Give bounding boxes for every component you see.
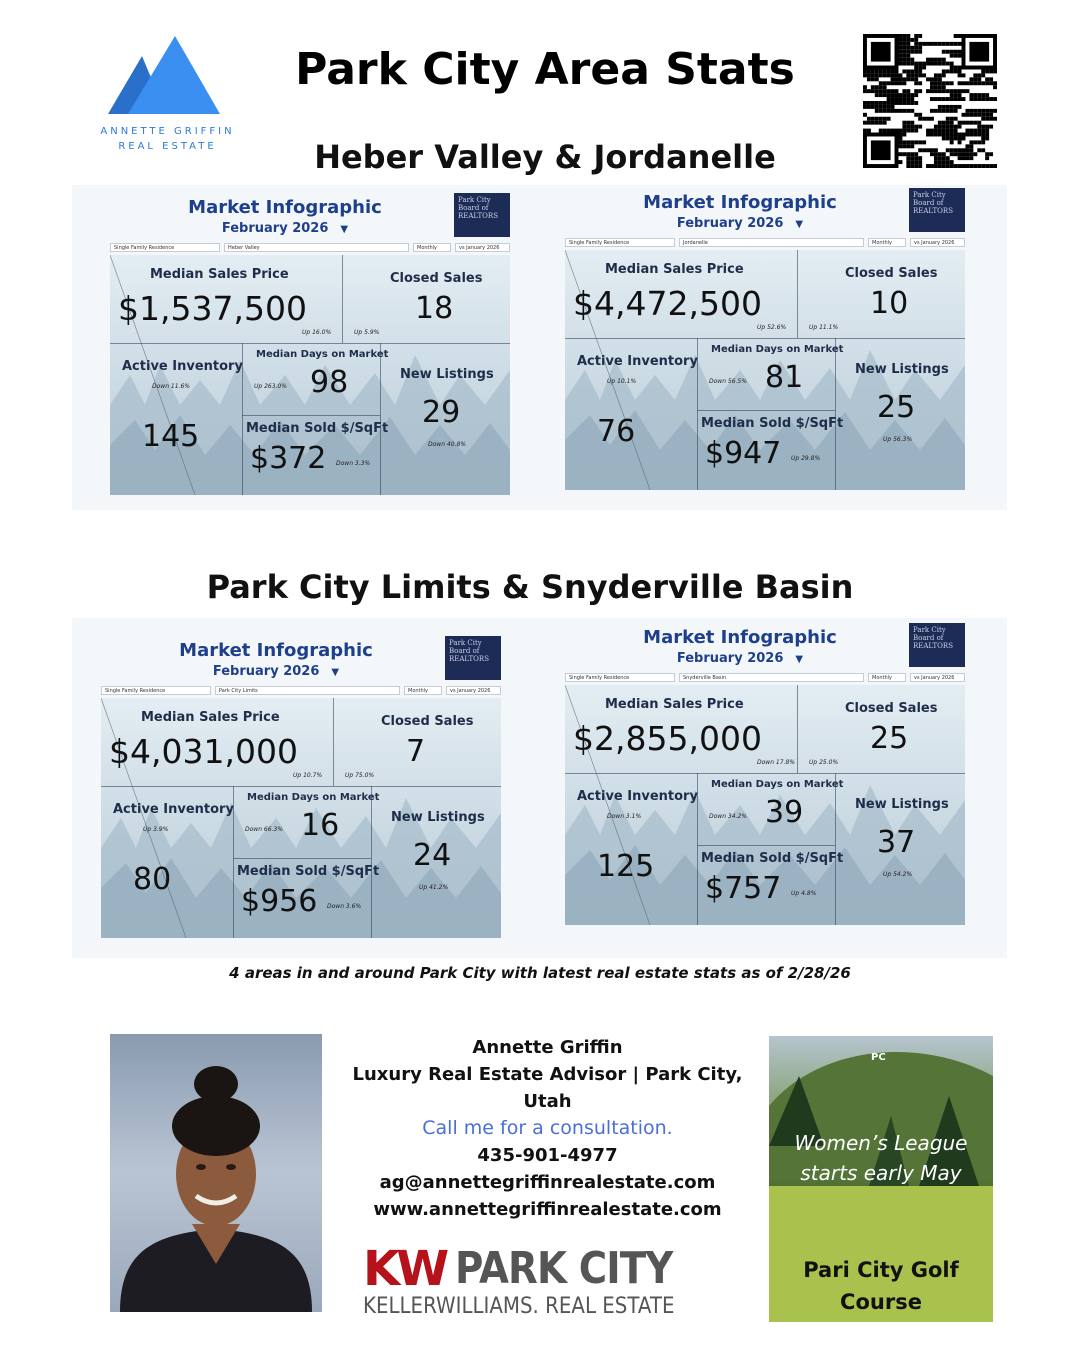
median-days-label: Median Days on Market bbox=[711, 344, 844, 355]
new-listings-value: 24 bbox=[413, 838, 452, 873]
new-listings-change: Up 41.2% bbox=[419, 884, 449, 891]
divider bbox=[380, 343, 381, 495]
month-selector[interactable] bbox=[110, 221, 460, 236]
median-sqft-label: Median Sold $/SqFt bbox=[246, 421, 389, 436]
divider bbox=[835, 338, 836, 490]
period-filter[interactable]: Monthly bbox=[404, 686, 442, 695]
median-sales-price-value: $4,472,500 bbox=[573, 284, 762, 323]
area-filter[interactable]: Heber Valley bbox=[224, 243, 409, 252]
agent-name: Annette Griffin bbox=[472, 1037, 623, 1058]
median-sqft-value: $947 bbox=[705, 436, 782, 471]
brand-name bbox=[90, 124, 245, 154]
section-title-park-city-snyderville: Park City Limits & Snyderville Basin bbox=[206, 568, 854, 606]
compare-filter[interactable]: vs January 2026 bbox=[910, 673, 965, 682]
divider bbox=[697, 845, 835, 846]
qr-code[interactable] bbox=[862, 34, 998, 168]
month-label: February 2026 bbox=[212, 664, 320, 679]
infographic-title: Market Infographic bbox=[643, 192, 837, 213]
area-filter[interactable]: Snyderville Basin bbox=[679, 673, 864, 682]
brand-line-2: REAL ESTATE bbox=[118, 141, 217, 152]
infographic-title: Market Infographic bbox=[643, 627, 837, 648]
infographic-body bbox=[101, 698, 501, 938]
median-sales-price-value: $4,031,000 bbox=[109, 732, 298, 771]
dropdown-arrow-icon: ▼ bbox=[795, 219, 804, 230]
divider bbox=[333, 698, 334, 786]
brand-line-1: ANNETTE GRIFFIN bbox=[100, 126, 235, 137]
median-days-value: 16 bbox=[301, 808, 340, 843]
new-listings-value: 37 bbox=[877, 825, 916, 860]
market-infographic-card bbox=[101, 628, 501, 919]
active-inventory-change: Down 3.1% bbox=[607, 813, 642, 820]
filter-bar bbox=[101, 686, 501, 696]
compare-filter[interactable]: vs January 2026 bbox=[446, 686, 501, 695]
closed-sales-change: Up 5.9% bbox=[354, 329, 380, 336]
website-link[interactable]: www.annettegriffinrealestate.com bbox=[373, 1199, 722, 1220]
golf-tagline-line-1: Women’s League bbox=[794, 1131, 968, 1155]
infographic-body bbox=[110, 255, 510, 495]
new-listings-change: Up 54.2% bbox=[883, 871, 913, 878]
golf-course-image bbox=[769, 1036, 993, 1322]
new-listings-change: Down 40.8% bbox=[428, 441, 466, 448]
median-sales-price-value: $2,855,000 bbox=[573, 719, 762, 758]
compare-filter[interactable]: vs January 2026 bbox=[910, 238, 965, 247]
median-days-label: Median Days on Market bbox=[256, 349, 389, 360]
median-sqft-label: Median Sold $/SqFt bbox=[701, 851, 844, 866]
phone-number[interactable]: 435-901-4977 bbox=[477, 1145, 618, 1166]
period-filter[interactable]: Monthly bbox=[868, 673, 906, 682]
hill-letters: PC bbox=[871, 1052, 886, 1063]
median-sales-price-change: Up 16.0% bbox=[302, 329, 332, 336]
market-infographic-card bbox=[565, 180, 965, 471]
infographic-header bbox=[565, 615, 965, 675]
period-filter[interactable]: Monthly bbox=[413, 243, 451, 252]
board-logo: Park City Board of REALTORS bbox=[445, 636, 501, 680]
month-selector[interactable] bbox=[101, 664, 451, 679]
area-filter[interactable]: Park City Limits bbox=[215, 686, 400, 695]
active-inventory-value: 145 bbox=[142, 419, 200, 454]
median-days-change: Down 56.5% bbox=[709, 378, 747, 385]
active-inventory-label: Active Inventory bbox=[113, 802, 234, 817]
infographic-title: Market Infographic bbox=[188, 197, 382, 218]
agent-photo bbox=[110, 1034, 322, 1312]
closed-sales-label: Closed Sales bbox=[845, 266, 938, 281]
median-sales-price-label: Median Sales Price bbox=[141, 710, 280, 725]
month-label: February 2026 bbox=[676, 651, 784, 666]
median-days-label: Median Days on Market bbox=[711, 779, 844, 790]
median-sqft-change: Down 3.3% bbox=[336, 460, 371, 467]
new-listings-change: Up 56.3% bbox=[883, 436, 913, 443]
golf-tagline-line-2: starts early May bbox=[800, 1161, 962, 1185]
kw-park-city: PARK CITY bbox=[455, 1243, 673, 1294]
divider bbox=[797, 685, 798, 773]
median-days-value: 81 bbox=[765, 360, 804, 395]
divider bbox=[233, 858, 371, 859]
new-listings-label: New Listings bbox=[400, 367, 494, 382]
infographic-body bbox=[565, 685, 965, 925]
median-sales-price-value: $1,537,500 bbox=[118, 289, 307, 328]
board-logo: Park City Board of REALTORS bbox=[909, 623, 965, 667]
dropdown-arrow-icon: ▼ bbox=[340, 224, 349, 235]
infographic-body bbox=[565, 250, 965, 490]
filter-bar bbox=[110, 243, 510, 253]
divider bbox=[342, 255, 343, 343]
infographic-header bbox=[565, 180, 965, 240]
closed-sales-label: Closed Sales bbox=[381, 714, 474, 729]
active-inventory-label: Active Inventory bbox=[577, 789, 698, 804]
active-inventory-value: 125 bbox=[597, 849, 655, 884]
active-inventory-change: Up 3.9% bbox=[143, 826, 169, 833]
dropdown-arrow-icon: ▼ bbox=[331, 667, 340, 678]
median-sqft-label: Median Sold $/SqFt bbox=[237, 864, 380, 879]
median-days-value: 39 bbox=[765, 795, 804, 830]
median-sales-price-label: Median Sales Price bbox=[605, 262, 744, 277]
divider bbox=[565, 338, 965, 339]
month-selector[interactable] bbox=[565, 651, 915, 666]
contact-block bbox=[345, 1034, 750, 1223]
median-sqft-value: $757 bbox=[705, 871, 782, 906]
consultation-cta[interactable]: Call me for a consultation. bbox=[422, 1117, 673, 1139]
page-title: Park City Area Stats bbox=[295, 44, 795, 95]
filter-bar bbox=[565, 673, 965, 683]
mountain-icon bbox=[108, 34, 228, 116]
divider bbox=[797, 250, 798, 338]
closed-sales-change: Up 75.0% bbox=[345, 772, 375, 779]
closed-sales-value: 10 bbox=[870, 286, 909, 321]
email-link[interactable]: ag@annettegriffinrealestate.com bbox=[379, 1172, 716, 1193]
new-listings-label: New Listings bbox=[391, 810, 485, 825]
kw-mark: KW bbox=[363, 1241, 446, 1297]
closed-sales-value: 7 bbox=[406, 734, 426, 769]
infographic-header bbox=[110, 185, 510, 245]
divider bbox=[110, 343, 510, 344]
median-sales-price-change: Up 10.7% bbox=[293, 772, 323, 779]
property-type-filter[interactable]: Single Family Residence bbox=[565, 673, 675, 682]
stats-caption: 4 areas in and around Park City with latest real estate stats as of 2/28/26 bbox=[229, 964, 851, 982]
filter-bar bbox=[565, 238, 965, 248]
market-infographic-card bbox=[110, 185, 510, 476]
median-sqft-change: Down 3.6% bbox=[327, 903, 362, 910]
board-logo: Park City Board of REALTORS bbox=[454, 193, 510, 237]
new-listings-value: 29 bbox=[422, 395, 461, 430]
period-filter[interactable]: Monthly bbox=[868, 238, 906, 247]
closed-sales-change: Up 11.1% bbox=[809, 324, 839, 331]
median-sqft-label: Median Sold $/SqFt bbox=[701, 416, 844, 431]
divider bbox=[242, 415, 380, 416]
median-sales-price-change: Down 17.8% bbox=[757, 759, 795, 766]
closed-sales-value: 18 bbox=[415, 291, 454, 326]
property-type-filter[interactable]: Single Family Residence bbox=[101, 686, 211, 695]
active-inventory-change: Up 10.1% bbox=[607, 378, 637, 385]
market-infographic-card bbox=[565, 615, 965, 906]
agent-title-line-1: Luxury Real Estate Advisor | Park City, bbox=[352, 1064, 743, 1085]
month-label: February 2026 bbox=[221, 221, 329, 236]
month-label: February 2026 bbox=[676, 216, 784, 231]
kw-park-city-logo bbox=[363, 1241, 723, 1324]
median-sales-price-label: Median Sales Price bbox=[150, 267, 289, 282]
golf-name-line-1: Pari City Golf bbox=[803, 1258, 959, 1282]
golf-course-name bbox=[769, 1254, 993, 1318]
active-inventory-value: 76 bbox=[597, 414, 636, 449]
median-sales-price-label: Median Sales Price bbox=[605, 697, 744, 712]
infographic-title: Market Infographic bbox=[179, 640, 373, 661]
new-listings-label: New Listings bbox=[855, 362, 949, 377]
property-type-filter[interactable]: Single Family Residence bbox=[565, 238, 675, 247]
golf-tagline bbox=[769, 1128, 993, 1188]
median-days-change: Up 263.0% bbox=[254, 383, 287, 390]
median-sqft-change: Up 29.8% bbox=[791, 455, 821, 462]
divider bbox=[565, 773, 965, 774]
median-days-change: Down 66.3% bbox=[245, 826, 283, 833]
month-selector[interactable] bbox=[565, 216, 915, 231]
kw-keller-williams: KELLERWILLIAMS. REAL ESTATE bbox=[363, 1294, 675, 1319]
brand-logo bbox=[90, 34, 245, 154]
closed-sales-value: 25 bbox=[870, 721, 909, 756]
median-sqft-value: $372 bbox=[250, 441, 327, 476]
golf-name-line-2: Course bbox=[840, 1290, 922, 1314]
dropdown-arrow-icon: ▼ bbox=[795, 654, 804, 665]
active-inventory-change: Down 11.6% bbox=[152, 383, 190, 390]
divider bbox=[697, 410, 835, 411]
board-logo: Park City Board of REALTORS bbox=[909, 188, 965, 232]
median-sqft-change: Up 4.8% bbox=[791, 890, 817, 897]
property-type-filter[interactable]: Single Family Residence bbox=[110, 243, 220, 252]
new-listings-label: New Listings bbox=[855, 797, 949, 812]
active-inventory-label: Active Inventory bbox=[122, 359, 243, 374]
active-inventory-label: Active Inventory bbox=[577, 354, 698, 369]
median-days-label: Median Days on Market bbox=[247, 792, 380, 803]
median-days-change: Down 34.2% bbox=[709, 813, 747, 820]
median-sqft-value: $956 bbox=[241, 884, 318, 919]
area-filter[interactable]: Jordanelle bbox=[679, 238, 864, 247]
median-days-value: 98 bbox=[310, 365, 349, 400]
section-title-heber-jordanelle: Heber Valley & Jordanelle bbox=[314, 138, 776, 176]
active-inventory-value: 80 bbox=[133, 862, 172, 897]
compare-filter[interactable]: vs January 2026 bbox=[455, 243, 510, 252]
closed-sales-label: Closed Sales bbox=[845, 701, 938, 716]
agent-title-line-2: Utah bbox=[523, 1091, 572, 1112]
closed-sales-label: Closed Sales bbox=[390, 271, 483, 286]
new-listings-value: 25 bbox=[877, 390, 916, 425]
closed-sales-change: Up 25.0% bbox=[809, 759, 839, 766]
divider bbox=[101, 786, 501, 787]
infographic-header bbox=[101, 628, 501, 688]
divider bbox=[835, 773, 836, 925]
divider bbox=[371, 786, 372, 938]
median-sales-price-change: Up 52.6% bbox=[757, 324, 787, 331]
